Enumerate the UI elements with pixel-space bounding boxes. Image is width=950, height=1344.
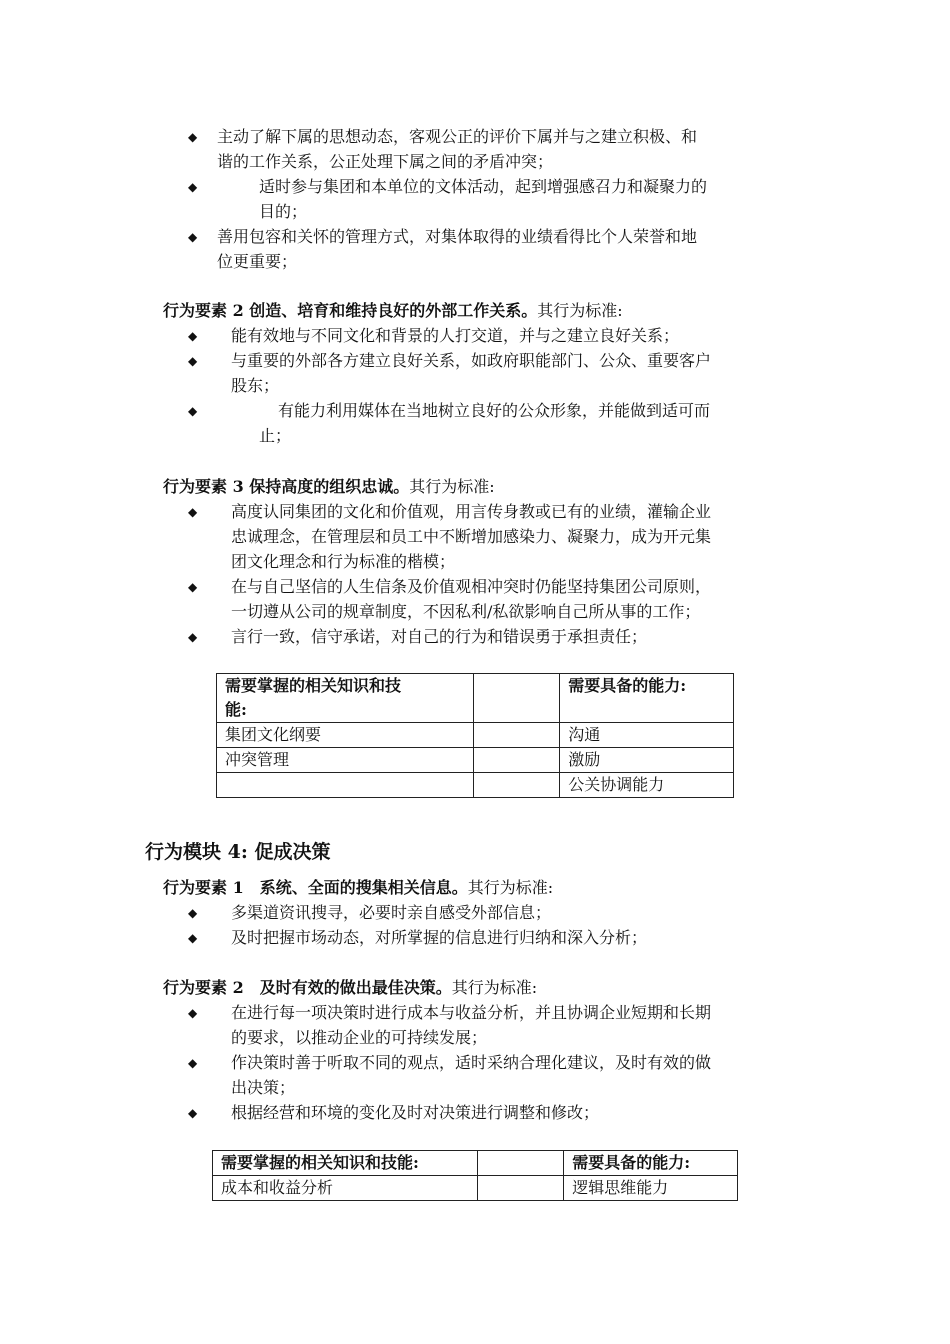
bullet-icon: ◆ xyxy=(188,180,198,194)
table-header-ability: 需要具备的能力: xyxy=(564,1151,738,1176)
table-header-row xyxy=(217,674,734,723)
table-header-knowledge: 需要掌握的相关知识和技 能: xyxy=(217,674,474,723)
bullet-icon: ◆ xyxy=(188,1006,198,1020)
element-heading xyxy=(163,299,623,323)
element-suffix: 其行为标准: xyxy=(537,301,623,320)
element-suffix: 其行为标准: xyxy=(467,878,554,897)
table-header-row xyxy=(213,1151,738,1176)
module-title: 行为模块 4: 促成决策 xyxy=(145,841,331,863)
list-item-line: 在与自己坚信的人生信条及价值观相冲突时仍能坚持集团公司原则， xyxy=(231,577,712,596)
list-item-line: 及时把握市场动态，对所掌握的信息进行归纳和深入分析； xyxy=(231,928,648,947)
element-title: 行为要素 3 保持高度的组织忠诚。 xyxy=(163,477,410,496)
bullet-icon: ◆ xyxy=(188,130,198,144)
table-cell: 激励 xyxy=(560,748,734,773)
element-title: 行为要素 2 及时有效的做出最佳决策。 xyxy=(163,978,452,997)
table-cell-empty xyxy=(474,748,560,773)
table-cell-empty xyxy=(478,1176,564,1201)
bullet-icon: ◆ xyxy=(188,1056,198,1070)
table-cell: 公关协调能力 xyxy=(560,773,734,798)
table-row xyxy=(213,1176,738,1201)
element-suffix: 其行为标准: xyxy=(409,477,495,496)
bullet-icon: ◆ xyxy=(188,906,198,920)
list-item-line: 善用包容和关怀的管理方式，对集体取得的业绩看得比个人荣誉和地 xyxy=(217,227,698,246)
list-item-line: 团文化理念和行为标准的楷模； xyxy=(231,552,456,571)
element-title: 行为要素 1 系统、全面的搜集相关信息。 xyxy=(163,878,468,897)
element-heading xyxy=(163,475,495,499)
list-item-line: 股东； xyxy=(231,376,280,395)
bullet-icon: ◆ xyxy=(188,630,198,644)
list-item-line: 止； xyxy=(259,426,292,445)
table-header-ability: 需要具备的能力: xyxy=(560,674,734,723)
table-cell: 沟通 xyxy=(560,723,734,748)
bullet-icon: ◆ xyxy=(188,230,198,244)
list-item-line: 适时参与集团和本单位的文体活动，起到增强感召力和凝聚力的 xyxy=(259,177,708,196)
list-item-line: 一切遵从公司的规章制度，不因私利/私欲影响自己所从事的工作； xyxy=(231,602,701,621)
bullet-icon: ◆ xyxy=(188,354,198,368)
list-item-line: 在进行每一项决策时进行成本与收益分析，并且协调企业短期和长期 xyxy=(231,1003,712,1022)
list-item-line: 能有效地与不同文化和背景的人打交道，并与之建立良好关系； xyxy=(231,326,680,345)
bullet-icon: ◆ xyxy=(188,1106,198,1120)
skills-table xyxy=(216,673,734,798)
list-item-line: 言行一致，信守承诺，对自己的行为和错误勇于承担责任； xyxy=(231,627,648,646)
table-header-knowledge: 需要掌握的相关知识和技能: xyxy=(213,1151,478,1176)
skills-table xyxy=(212,1150,738,1201)
table-cell-empty xyxy=(474,674,560,723)
table-cell xyxy=(217,773,474,798)
list-item-line: 谐的工作关系，公正处理下属之间的矛盾冲突； xyxy=(217,152,554,171)
table-row xyxy=(217,748,734,773)
table-cell: 成本和收益分析 xyxy=(213,1176,478,1201)
list-item-line: 高度认同集团的文化和价值观，用言传身教或已有的业绩，灌输企业 xyxy=(231,502,712,521)
table-cell-empty xyxy=(474,723,560,748)
list-item-line: 出决策； xyxy=(231,1078,296,1097)
list-item-line: 位更重要； xyxy=(217,252,298,271)
table-cell: 集团文化纲要 xyxy=(217,723,474,748)
list-item-line: 与重要的外部各方建立良好关系，如政府职能部门、公众、重要客户 xyxy=(231,351,712,370)
bullet-icon: ◆ xyxy=(188,931,198,945)
list-item-line: 主动了解下属的思想动态，客观公正的评价下属并与之建立积极、和 xyxy=(217,127,698,146)
bullet-icon: ◆ xyxy=(188,580,198,594)
list-item-line: 有能力利用媒体在当地树立良好的公众形象，并能做到适可而 xyxy=(278,401,711,420)
bullet-icon: ◆ xyxy=(188,329,198,343)
table-row xyxy=(217,723,734,748)
list-item-line: 目的； xyxy=(259,202,308,221)
element-heading xyxy=(163,876,553,900)
list-item-line: 忠诚理念，在管理层和员工中不断增加感染力、凝聚力，成为开元集 xyxy=(231,527,712,546)
list-item-line: 的要求，以推动企业的可持续发展； xyxy=(231,1028,488,1047)
bullet-icon: ◆ xyxy=(188,404,198,418)
list-item-line: 多渠道资讯搜寻，必要时亲自感受外部信息； xyxy=(231,903,552,922)
bullet-icon: ◆ xyxy=(188,505,198,519)
table-row xyxy=(217,773,734,798)
element-title: 行为要素 2 创造、培育和维持良好的外部工作关系。 xyxy=(163,301,538,320)
table-cell-empty xyxy=(478,1151,564,1176)
element-suffix: 其行为标准: xyxy=(451,978,538,997)
table-cell: 冲突管理 xyxy=(217,748,474,773)
table-cell: 逻辑思维能力 xyxy=(564,1176,738,1201)
element-heading xyxy=(163,976,537,1000)
table-cell-empty xyxy=(474,773,560,798)
list-item-line: 根据经营和环境的变化及时对决策进行调整和修改； xyxy=(231,1103,600,1122)
list-item-line: 作决策时善于听取不同的观点，适时采纳合理化建议，及时有效的做 xyxy=(231,1053,712,1072)
